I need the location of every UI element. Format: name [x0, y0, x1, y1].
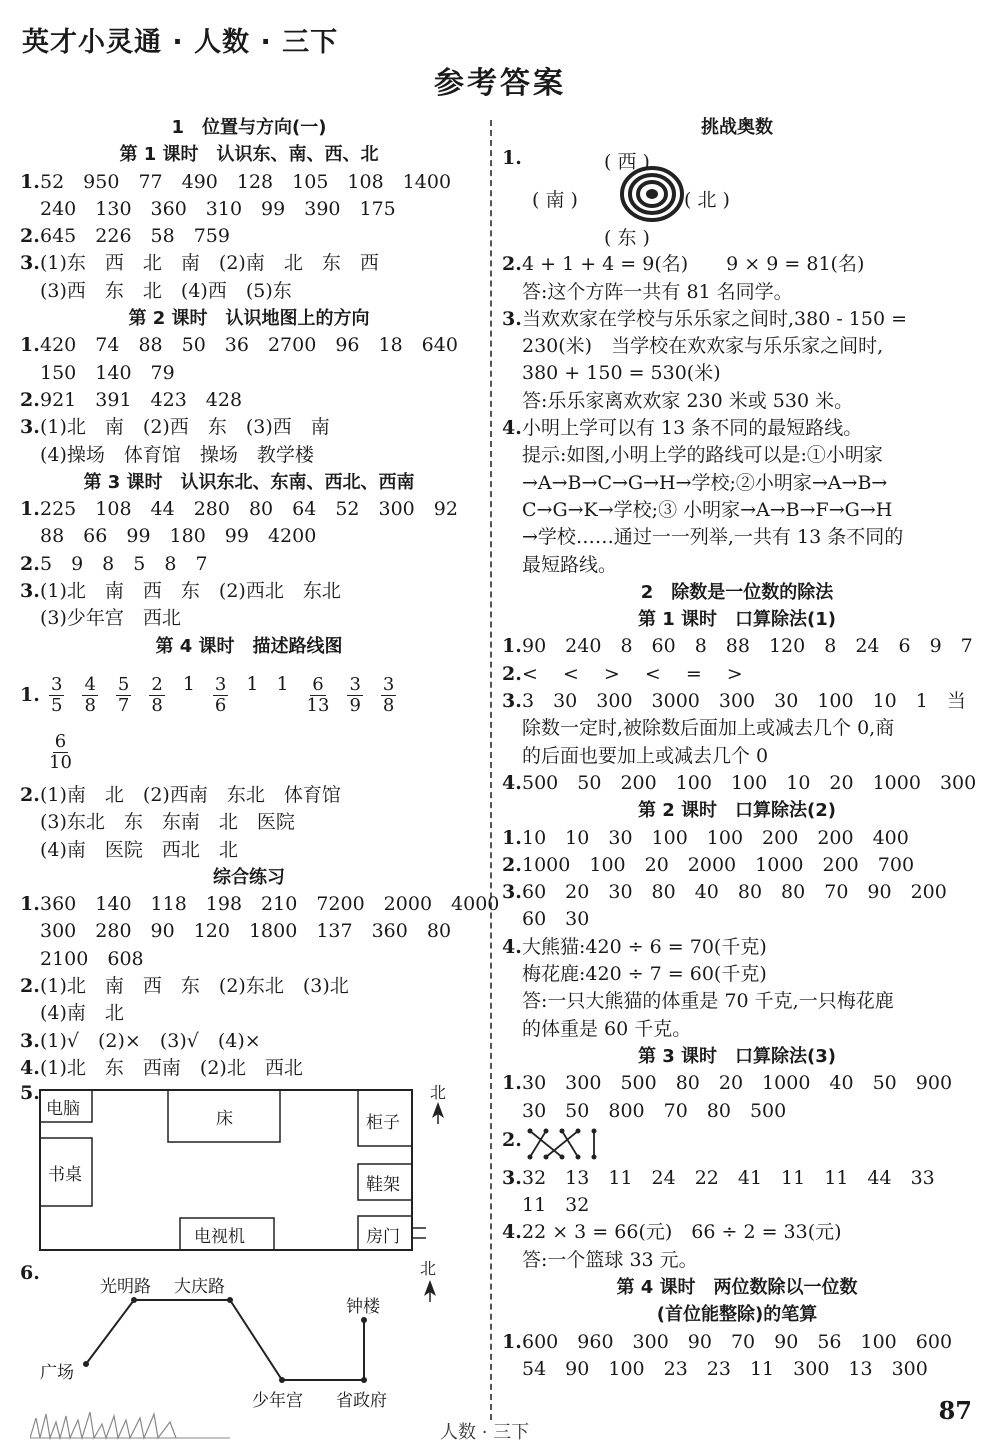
answer-line: 4.500 50 200 100 100 10 20 1000 300 [502, 771, 977, 794]
fraction: $\frac{4}{8}$ [84, 674, 96, 717]
south-label: ( 南 ) [532, 189, 578, 212]
answer-line: (4)操场 体育馆 操场 教学楼 [40, 443, 314, 466]
footer-book-label: 人数 · 三下 [440, 1422, 530, 1443]
book-header: 英才小灵通 · 人数 · 三下 [22, 27, 339, 58]
unit-title: 1 位置与方向(一) [171, 117, 327, 138]
matching-figure: 2. [502, 1125, 972, 1165]
answer-line: 1.360 140 118 198 210 7200 2000 4000 [20, 893, 500, 916]
answer-line: (4)南 北 [40, 1002, 124, 1025]
page-title: 参考答案 [434, 66, 566, 101]
square-label: 广场 [40, 1363, 74, 1384]
answer-line: 3.(1)√ (2)× (3)√ (4)× [20, 1029, 261, 1052]
fraction: $\frac{3}{8}$ [382, 674, 395, 717]
matching-lines [524, 1125, 614, 1165]
whole-number: 1 [276, 673, 289, 696]
section-title: 综合练习 [213, 866, 285, 888]
lesson-title: 第 1 课时 口算除法(1) [637, 609, 837, 631]
left-column [20, 114, 500, 1412]
answer-line: 3.(1)北 南 (2)西 东 (3)西 南 [20, 416, 330, 439]
right-column [502, 114, 977, 1383]
answer-line: 2.(1)北 南 西 东 (2)东北 (3)北 [20, 975, 349, 998]
fraction: $\frac{5}{7}$ [117, 674, 130, 717]
whole-number: 1 [246, 673, 259, 696]
fraction: $\frac{2}{8}$ [151, 674, 163, 717]
answer-line: 3.(1)东 西 北 南 (2)南 北 东 西 [20, 252, 379, 275]
column-divider [490, 120, 492, 1420]
answer-line: 4.小明上学可以有 13 条不同的最短路线。 [502, 417, 863, 440]
section-title: 挑战奥数 [701, 117, 773, 138]
answer-line: (3)西 东 北 (4)西 (5)东 [40, 279, 292, 302]
answer-line: 1.600 960 300 90 70 90 56 100 600 [502, 1330, 953, 1353]
answer-line: 150 140 79 [40, 361, 175, 384]
fraction-row: 1. $\frac{3}{5}$ $\frac{4}{8}$ $\frac{5}{7}$ $\frac{2}{8}$ 1 $\frac{3}{6}$ 1 1 $\frac{6}{13}$ $\frac{3}{9}$ $\frac{3}{8}$ [20, 660, 478, 730]
north-label: 北 [420, 1259, 437, 1279]
answer-line: 2.1000 100 20 2000 1000 200 700 [502, 853, 915, 876]
room-diagram: 5. 电脑 床 柜子 书桌 鞋架 电视机 房门 北 [20, 1082, 478, 1262]
answer-line: 2.921 391 423 428 [20, 388, 243, 411]
answer-line: 的体重是 60 千克。 [522, 1017, 692, 1040]
whole-number: 1 [182, 673, 195, 696]
computer-label: 电脑 [46, 1099, 80, 1120]
answer-line: 1.225 108 44 280 80 64 52 300 92 [20, 498, 458, 521]
answer-line: 最短路线。 [522, 553, 618, 576]
fraction: $\frac{6}{10}$ [49, 730, 72, 773]
north-label: 北 [430, 1083, 447, 1103]
daqing-road-label: 大庆路 [174, 1277, 225, 1298]
answer-line: 3.32 13 11 24 22 41 11 11 44 33 [502, 1166, 935, 1189]
answer-line: 4.大熊猫:420 ÷ 6 = 70(千克) [502, 935, 767, 958]
lesson-title: 第 2 课时 认识地图上的方向 [128, 308, 370, 330]
answer-line: 4.22 × 3 = 66(元) 66 ÷ 2 = 33(元) [502, 1221, 842, 1244]
route-diagram: 6. 光明路 大庆路 广场 钟楼 少年宫 省政府 北 [20, 1262, 478, 1412]
answer-line: (3)少年宫 西北 [40, 607, 181, 630]
east-label: ( 东 ) [604, 227, 650, 250]
answer-line: 54 90 100 23 23 11 300 13 300 [522, 1357, 928, 1380]
fraction: $\frac{6}{13}$ [306, 674, 330, 717]
north-label: ( 北 ) [684, 189, 730, 212]
answer-line: 30 50 800 70 80 500 [522, 1099, 787, 1122]
answer-line: →A→B→C→G→H→学校;②小明家→A→B→ [522, 471, 888, 494]
answer-line: 2.(1)南 北 (2)西南 东北 体育馆 [20, 783, 341, 806]
guangming-road-label: 光明路 [100, 1277, 151, 1298]
answer-line: 答:这个方阵一共有 81 名同学。 [522, 280, 793, 303]
answer-line: 2100 608 [40, 947, 144, 970]
answer-line: 2.< < > < = > [502, 662, 743, 685]
fraction: $\frac{3}{9}$ [349, 674, 361, 717]
answer-line: 1.90 240 8 60 8 88 120 8 24 6 9 7 [502, 635, 973, 658]
answer-line: 1.52 950 77 490 128 105 108 1400 [20, 170, 452, 193]
youth-palace-label: 少年宫 [252, 1391, 303, 1412]
answer-line: 1.420 74 88 50 36 2700 96 18 640 [20, 334, 458, 357]
answer-line: 230(米) 当学校在欢欢家与乐乐家之间时, [522, 335, 884, 358]
answer-line: 11 32 [522, 1194, 590, 1217]
answer-line: (4)南 医院 西北 北 [40, 838, 238, 861]
answer-line: 的后面也要加上或减去几个 0 [522, 744, 769, 767]
desk-label: 书桌 [48, 1165, 82, 1186]
lesson-title: 第 2 课时 口算除法(2) [637, 800, 837, 822]
lesson-title: 第 3 课时 认识东北、东南、西北、西南 [83, 471, 415, 493]
fraction: $\frac{3}{5}$ [51, 674, 63, 717]
tv-label: 电视机 [194, 1227, 245, 1248]
answer-line: 梅花鹿:420 ÷ 7 = 60(千克) [522, 963, 767, 986]
page-number: 87 [938, 1396, 972, 1425]
answer-line: 答:乐乐家离欢欢家 230 米或 530 米。 [522, 389, 854, 412]
answer-line: 88 66 99 180 99 4200 [40, 525, 317, 548]
answer-line: 3.当欢欢家在学校与乐乐家之间时,380 - 150 = [502, 307, 908, 330]
government-label: 省政府 [336, 1391, 387, 1412]
answer-line: 答:一个篮球 33 元。 [522, 1248, 698, 1271]
lesson-title: 第 4 课时 描述路线图 [155, 635, 343, 657]
answer-line: C→G→K→学校;③ 小明家→A→B→F→G→H [522, 498, 893, 521]
answer-line: (3)东北 东 东南 北 医院 [40, 811, 295, 834]
answer-line: 1.30 300 500 80 20 1000 40 50 900 [502, 1072, 953, 1095]
lesson-subtitle: (首位能整除)的笔算 [656, 1304, 818, 1326]
bed-label: 床 [216, 1109, 233, 1130]
answer-line: 提示:如图,小明上学的路线可以是:①小明家 [522, 444, 883, 467]
answer-line: 240 130 360 310 99 390 175 [40, 197, 396, 220]
cabinet-label: 柜子 [366, 1113, 400, 1134]
unit-title: 2 除数是一位数的除法 [640, 581, 834, 603]
answer-line: 3.(1)北 南 西 东 (2)西北 东北 [20, 580, 341, 603]
answer-line: 2.645 226 58 759 [20, 225, 230, 248]
bell-tower-label: 钟楼 [346, 1297, 380, 1318]
answer-line: 4.(1)北 东 西南 (2)北 西北 [20, 1056, 303, 1079]
answer-line: 3.3 30 300 3000 300 30 100 10 1 当 [502, 690, 966, 713]
fraction-row [20, 730, 478, 782]
grass-decoration [30, 1410, 230, 1440]
fraction-list [40, 673, 405, 716]
compass-figure: 1. ( 西 ) ( 南 ) ( 北 ) ( 东 ) [502, 147, 730, 250]
west-label: ( 西 ) [604, 151, 650, 174]
door-label: 房门 [366, 1227, 400, 1248]
lesson-title: 第 4 课时 两位数除以一位数 [616, 1276, 858, 1298]
answer-line: 380 + 150 = 530(米) [522, 362, 721, 385]
answer-line: 2.4 + 1 + 4 = 9(名) 9 × 9 = 81(名) [502, 253, 865, 276]
answer-line: 除数一定时,被除数后面加上或减去几个 0,商 [522, 717, 895, 740]
shoe-rack-label: 鞋架 [366, 1175, 400, 1196]
answer-line: 2.5 9 8 5 8 7 [20, 552, 208, 575]
route-map [20, 1262, 460, 1412]
fraction: $\frac{3}{6}$ [214, 674, 227, 717]
answer-line: →学校……通过一一列举,一共有 13 条不同的 [522, 526, 904, 549]
answer-line: 1.10 10 30 100 100 200 200 400 [502, 826, 909, 849]
answer-line: 300 280 90 120 1800 137 360 80 [40, 920, 452, 943]
lesson-title: 第 1 课时 认识东、南、西、北 [119, 144, 379, 166]
answer-line: 60 30 [522, 908, 590, 931]
answer-line: 答:一只大熊猫的体重是 70 千克,一只梅花鹿 [522, 990, 894, 1013]
lesson-title: 第 3 课时 口算除法(3) [637, 1045, 837, 1067]
answer-line: 3.60 20 30 80 40 80 80 70 90 200 [502, 881, 947, 904]
